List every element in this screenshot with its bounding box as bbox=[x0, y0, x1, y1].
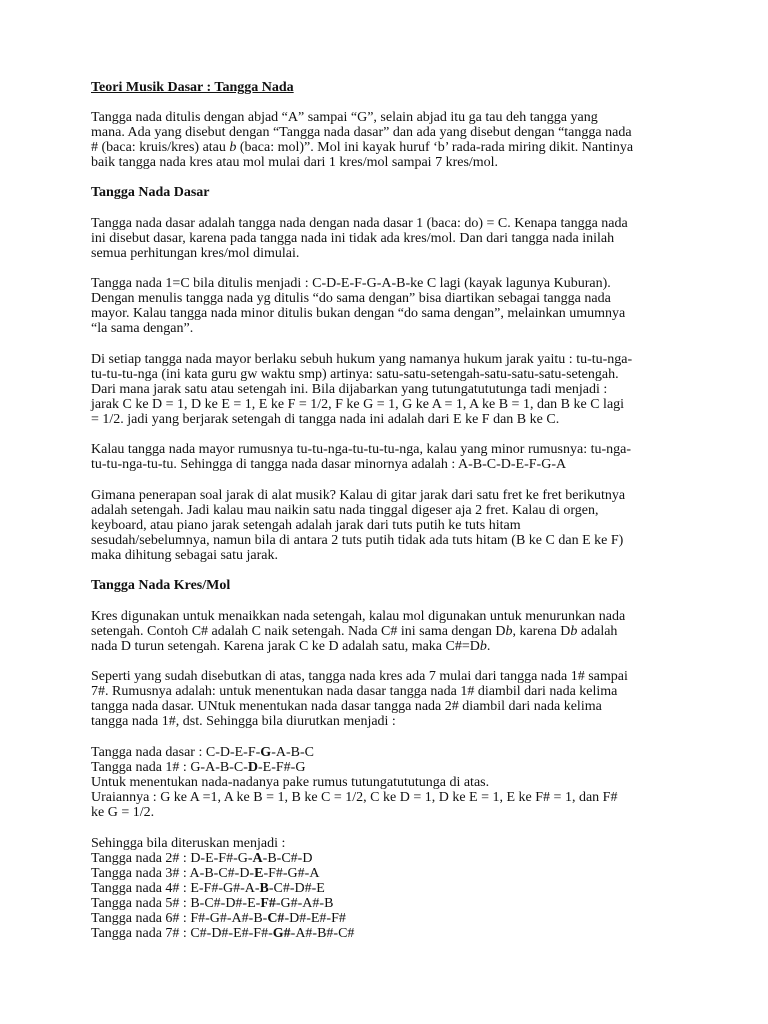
scale-notes: -C#-D#-E bbox=[268, 881, 325, 896]
scale-block-1 bbox=[91, 745, 691, 820]
intro-text: (baca: mol)”. Mol ini kayak huruf ‘b’ rada-rada miring dikit. Nantinya bbox=[236, 140, 634, 155]
text-line: tu-tu-nga-tu-tu. Sehingga di tangga nada dasar minornya adalah : A-B-C-D-E-F-G-A bbox=[91, 457, 567, 472]
text-line: semua perhitungan kres/mol dimulai. bbox=[91, 246, 300, 261]
text-line: Dengan menulis tangga nada yg ditulis “do sama dengan” bisa diartikan sebagai tangga nada bbox=[91, 291, 611, 306]
scale-line bbox=[91, 896, 691, 911]
scale-line bbox=[91, 851, 691, 866]
heading-text: Tangga Nada Kres/Mol bbox=[91, 578, 231, 593]
text-line: Di setiap tangga nada mayor berlaku sebuh hukum yang namanya hukum jarak yaitu : tu-tu-nga- bbox=[91, 352, 633, 367]
scale-notes: -A-B-C bbox=[271, 745, 314, 760]
text-line: mayor. Kalau tangga nada minor ditulis bukan dengan “do sama dengan”, melainkan umumnya bbox=[91, 306, 626, 321]
text-line: Kalau tangga nada mayor rumusnya tu-tu-nga-tu-tu-tu-nga, kalau yang minor rumusnya: tu-nga- bbox=[91, 442, 632, 457]
text-line: sesudah/sebelumnya, namun bila di antara 2 tuts putih tidak ada tuts hitam (B ke C dan E ke F) bbox=[91, 533, 624, 548]
scale-notes: -E-F#-G bbox=[258, 760, 306, 775]
text-line: adalah setengah. Jadi kalau mau naikin satu nada tinggal digeser aja 2 fret. Kalau di orgen, bbox=[91, 503, 599, 518]
section-heading-kres bbox=[91, 578, 691, 593]
text-line: keyboard, atau piano jarak setengah adalah jarak dari tuts putih ke tuts hitam bbox=[91, 518, 521, 533]
scale-line bbox=[91, 911, 691, 926]
text-line: “la sama dengan”. bbox=[91, 321, 194, 336]
dasar-paragraph-2 bbox=[91, 276, 691, 336]
dasar-paragraph-3 bbox=[91, 352, 691, 427]
dasar-paragraph-4 bbox=[91, 442, 691, 472]
text-line bbox=[91, 639, 691, 654]
scale-notes: Tangga nada 1# : G-A-B-C- bbox=[91, 760, 248, 775]
text-line: Sehingga bila diteruskan menjadi : bbox=[91, 836, 286, 851]
text-line: Kres digunakan untuk menaikkan nada setengah, kalau mol digunakan untuk menurunkan nada bbox=[91, 609, 626, 624]
intro-line: mana. Ada yang disebut dengan “Tangga nada dasar” dan ada yang disebut dengan “tangga nada bbox=[91, 125, 632, 140]
text: adalah bbox=[577, 624, 618, 639]
document-title bbox=[91, 80, 691, 95]
text-line: tu-tu-tu-nga (ini kata guru gw waktu smp) artinya: satu-satu-setengah-satu-satu-satu-setengah. bbox=[91, 367, 619, 382]
fifth-note: G# bbox=[272, 926, 291, 941]
dasar-paragraph-1 bbox=[91, 216, 691, 261]
text-line: Tangga nada dasar adalah tangga nada dengan nada dasar 1 (baca: do) = C. Kenapa tangga nada bbox=[91, 216, 628, 231]
text-line: Seperti yang sudah disebutkan di atas, tangga nada kres ada 7 mulai dari tangga nada 1# sampai bbox=[91, 669, 628, 684]
scale-notes: Tangga nada 2# : D-E-F#-G- bbox=[91, 851, 253, 866]
kres-paragraph-2 bbox=[91, 669, 691, 729]
scale-notes: Tangga nada 6# : F#-G#-A#-B- bbox=[91, 911, 268, 926]
fifth-note: B bbox=[259, 881, 269, 896]
text: nada D turun setengah. Karena jarak C ke D adalah satu, maka C#=D bbox=[91, 639, 480, 654]
scale-line bbox=[91, 881, 691, 896]
scale-notes: Tangga nada 7# : C#-D#-E#-F#- bbox=[91, 926, 273, 941]
text-line: 7#. Rumusnya adalah: untuk menentukan nada dasar tangga nada 1# diambil dari nada kelima bbox=[91, 684, 618, 699]
kres-paragraph-1 bbox=[91, 609, 691, 654]
scale-notes: -D#-E#-F# bbox=[284, 911, 346, 926]
fifth-note: E bbox=[254, 866, 264, 881]
scale-notes: -A#-B#-C# bbox=[290, 926, 355, 941]
mol-symbol: b bbox=[229, 140, 237, 155]
heading-text: Tangga Nada Dasar bbox=[91, 185, 210, 200]
intro-paragraph bbox=[91, 110, 691, 170]
text-line bbox=[91, 624, 691, 639]
text: . bbox=[486, 639, 491, 654]
fifth-note: G bbox=[260, 745, 272, 760]
scale-notes: -F#-G#-A bbox=[263, 866, 320, 881]
scale-notes: Tangga nada 3# : A-B-C#-D- bbox=[91, 866, 255, 881]
text-line: jarak C ke D = 1, D ke E = 1, E ke F = 1/2, F ke G = 1, G ke A = 1, A ke B = 1, dan B ke C lagi bbox=[91, 397, 625, 412]
scale-notes: Tangga nada 5# : B-C#-D#-E- bbox=[91, 896, 261, 911]
text-line: tangga nada dasar. UNtuk menentukan nada dasar tangga nada 2# diambil dari nada kelima bbox=[91, 699, 602, 714]
scale-line bbox=[91, 926, 691, 941]
fifth-note: A bbox=[252, 851, 263, 866]
mol-symbol: b bbox=[570, 624, 578, 639]
intro-line bbox=[91, 140, 691, 155]
scale-line bbox=[91, 760, 691, 775]
mol-symbol: b bbox=[505, 624, 513, 639]
text-line: Gimana penerapan soal jarak di alat musik? Kalau di gitar jarak dari satu fret ke fret berikutnya bbox=[91, 488, 626, 503]
fifth-note: C# bbox=[267, 911, 285, 926]
text-line: Dari mana jarak satu atau setengah ini. Bila dijabarkan yang tutungatututunga tadi menjadi : bbox=[91, 382, 608, 397]
text-line: maka dihitung sebagai satu jarak. bbox=[91, 548, 278, 563]
text-line: ke G = 1/2. bbox=[91, 805, 155, 820]
mol-symbol: b bbox=[479, 639, 487, 654]
scale-notes: -G#-A#-B bbox=[275, 896, 334, 911]
intro-text: # (baca: kruis/kres) atau bbox=[91, 140, 230, 155]
text-line: ini disebut dasar, karena pada tangga nada ini tidak ada kres/mol. Dan dari tangga nada inilah bbox=[91, 231, 615, 246]
text: setengah. Contoh C# adalah C naik setengah. Nada C# ini sama dengan D bbox=[91, 624, 506, 639]
fifth-note: D bbox=[247, 760, 258, 775]
dasar-paragraph-5 bbox=[91, 488, 691, 563]
text-line: = 1/2. jadi yang berjarak setengah di tangga nada ini adalah dari E ke F dan B ke C. bbox=[91, 412, 560, 427]
scale-notes: Tangga nada dasar : C-D-E-F- bbox=[91, 745, 261, 760]
text-line: Tangga nada 1=C bila ditulis menjadi : C-D-E-F-G-A-B-ke C lagi (kayak lagunya Kuburan). bbox=[91, 276, 611, 291]
scale-notes: -B-C#-D bbox=[262, 851, 313, 866]
text-line: tangga nada 1#, dst. Sehingga bila diurutkan menjadi : bbox=[91, 714, 396, 729]
title-text: Teori Musik Dasar : Tangga Nada bbox=[91, 80, 294, 95]
text-line: Untuk menentukan nada-nadanya pake rumus tutungatututunga di atas. bbox=[91, 775, 490, 790]
scale-block-2 bbox=[91, 836, 691, 941]
intro-line: baik tangga nada kres atau mol mulai dari 1 kres/mol sampai 7 kres/mol. bbox=[91, 155, 499, 170]
section-heading-dasar bbox=[91, 185, 691, 200]
fifth-note: F# bbox=[260, 896, 276, 911]
scale-line bbox=[91, 866, 691, 881]
intro-line: Tangga nada ditulis dengan abjad “A” sampai “G”, selain abjad itu ga tau deh tangga yang bbox=[91, 110, 598, 125]
text-line: Uraiannya : G ke A =1, A ke B = 1, B ke C = 1/2, C ke D = 1, D ke E = 1, E ke F# = 1, dan F# bbox=[91, 790, 618, 805]
scale-line bbox=[91, 745, 691, 760]
text: , karena D bbox=[512, 624, 571, 639]
scale-notes: Tangga nada 4# : E-F#-G#-A- bbox=[91, 881, 260, 896]
